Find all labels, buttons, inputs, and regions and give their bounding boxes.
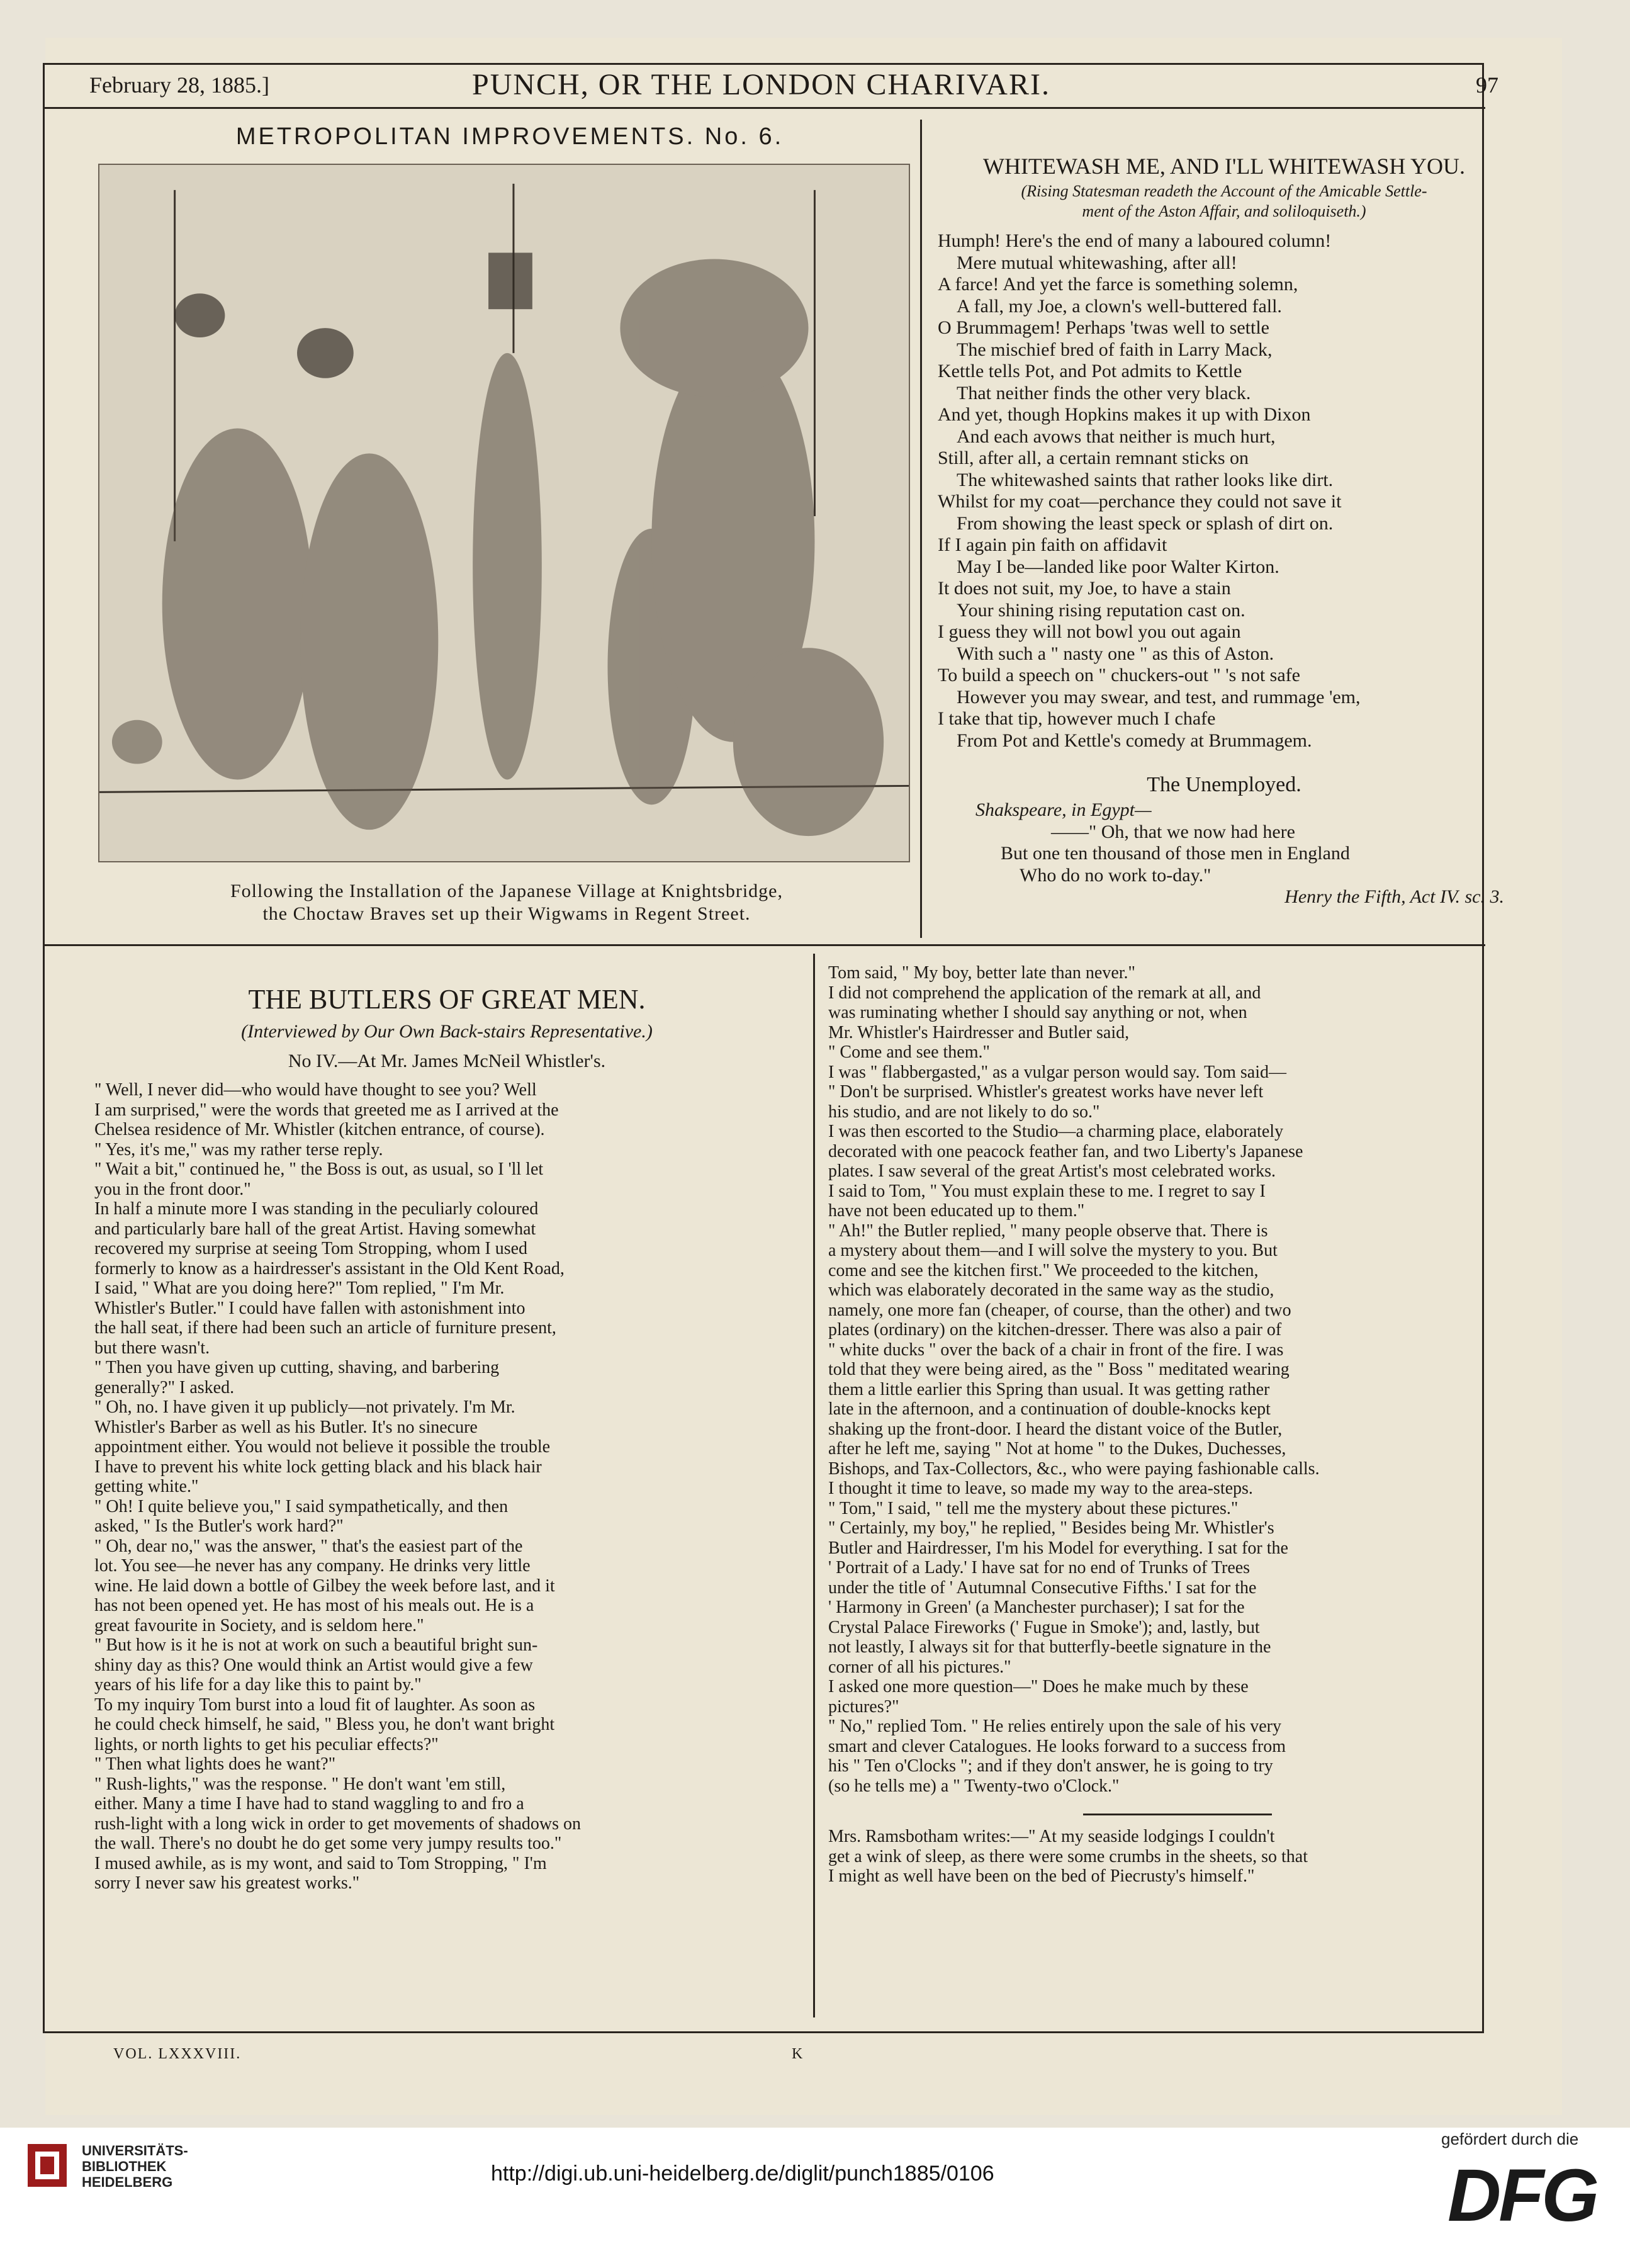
article-line: appointment either. You would not believe it possible the trouble: [94, 1437, 551, 1457]
poem-lines: [938, 230, 1510, 752]
unemployed-source: Shakspeare, in Egypt—: [975, 799, 1152, 820]
article-line: not leastly, I always sit for that butterfly-beetle signature in the: [828, 1637, 1271, 1657]
article-line: sorry I never saw his greatest works.": [94, 1873, 360, 1893]
article-line: his " Ten o'Clocks "; and if they don't answer, he is going to try: [828, 1756, 1273, 1776]
unemployed-attribution: Henry the Fifth, Act IV. sc. 3.: [1284, 886, 1504, 907]
poem-line: The mischief bred of faith in Larry Mack,: [957, 339, 1273, 360]
poem-line: Whilst for my coat—perchance they could not save it: [938, 491, 1342, 512]
poem-line: Still, after all, a certain remnant sticks on: [938, 448, 1249, 468]
article-line: " Then what lights does he want?": [94, 1754, 336, 1774]
volume-mark: VOL. LXXXVIII.: [113, 2046, 242, 2062]
article-line: the hall seat, if there had been such an article of furniture present,: [94, 1318, 556, 1338]
article-line: told that they were being aired, as the " Boss " meditated wearing: [828, 1360, 1290, 1379]
unemployed-line: But one ten thousand of those men in England: [1001, 843, 1350, 864]
article-line: namely, one more fan (cheaper, of course, than the other) and two: [828, 1300, 1291, 1320]
article-line: come and see the kitchen first." We proceeded to the kitchen,: [828, 1260, 1259, 1280]
article-line: I did not comprehend the application of the remark at all, and: [828, 983, 1261, 1003]
article-line: but there wasn't.: [94, 1338, 210, 1358]
poem-line: Humph! Here's the end of many a laboured column!: [938, 230, 1332, 251]
poem-line: A farce! And yet the farce is something solemn,: [938, 274, 1298, 295]
article-line: was ruminating whether I should say anything or not, when: [828, 1003, 1247, 1022]
poem-line: If I again pin faith on affidavit: [938, 534, 1167, 555]
article-line: I was " flabbergasted," as a vulgar person would say. Tom said—: [828, 1062, 1286, 1082]
poem-line: It does not suit, my Joe, to have a stain: [938, 578, 1231, 599]
poem-line: Your shining rising reputation cast on.: [957, 599, 1245, 621]
article-line: has not been opened yet. He has most of his meals out. He is a: [94, 1596, 534, 1615]
poem-line: May I be—landed like poor Walter Kirton.: [957, 556, 1279, 577]
funder-label: gefördert durch die: [1441, 2130, 1579, 2148]
article-line: shiny day as this? One would think an Artist would give a few: [94, 1655, 533, 1675]
article-left-column: [94, 982, 799, 1893]
article-line: I thought it time to leave, so made my way to the area-steps.: [828, 1479, 1253, 1498]
article-title: THE BUTLERS OF GREAT MEN.: [248, 984, 646, 1015]
article-line: lights, or north lights to get his peculiar effects?": [94, 1734, 439, 1754]
article-line: them a little earlier this Spring than usual. It was getting rather: [828, 1379, 1270, 1399]
section-rule: [44, 944, 1485, 946]
article-line: Crystal Palace Fireworks (' Fugue in Smoke'); and, lastly, but: [828, 1617, 1260, 1637]
signature-mark: K: [792, 2046, 803, 2062]
ramsbotham-paragraph: [828, 1827, 1527, 1887]
article-line: pictures?": [828, 1696, 899, 1717]
poem-line: However you may swear, and test, and rummage 'em,: [957, 686, 1361, 708]
poem-line: From Pot and Kettle's comedy at Brummagem.: [957, 730, 1312, 751]
library-name: [82, 2143, 188, 2190]
article-line: I have to prevent his white lock getting black and his black hair: [94, 1457, 542, 1477]
article-line: shaking up the front-door. I heard the distant voice of the Butler,: [828, 1419, 1283, 1439]
article-line: under the title of ' Autumnal Consecutive Fifths.' I sat for the: [828, 1577, 1257, 1598]
page-number: 97: [1476, 72, 1498, 98]
column-rule-top: [920, 120, 922, 938]
article-line: " Come and see them.": [828, 1042, 990, 1062]
article-line: Chelsea residence of Mr. Whistler (kitchen entrance, of course).: [94, 1120, 545, 1139]
article-line: Mr. Whistler's Hairdresser and Butler said,: [828, 1022, 1130, 1042]
header-rule: [44, 107, 1485, 109]
poem-line: And yet, though Hopkins makes it up with Dixon: [938, 404, 1311, 425]
article-line: you in the front door.": [94, 1179, 251, 1199]
article-line: " Yes, it's me," was my rather terse reply.: [94, 1139, 383, 1159]
article-line: plates. I saw several of the great Artist's most celebrated works.: [828, 1161, 1276, 1181]
article-line: " But how is it he is not at work on such a beautiful bright sun-: [94, 1635, 538, 1655]
ramsbotham-line: Mrs. Ramsbotham writes:—" At my seaside lodgings I couldn't: [828, 1827, 1275, 1846]
article-line: I was then escorted to the Studio—a charming place, elaborately: [828, 1122, 1284, 1141]
poem-line: That neither finds the other very black.: [957, 382, 1251, 403]
poem-subtitle-line: (Rising Statesman readeth the Account of the Amicable Settle-: [1021, 182, 1427, 200]
article-line: have not been educated up to them.": [828, 1201, 1085, 1221]
poem-line: With such a " nasty one " as this of Aston.: [957, 643, 1274, 664]
article-line: lot. You see—he never has any company. He drinks very little: [94, 1556, 531, 1576]
cartoon-caption: [82, 880, 931, 925]
poem-column: [938, 154, 1510, 908]
article-line: Tom said, " My boy, better late than never.": [828, 963, 1135, 983]
article-line: ' Harmony in Green' (a Manchester purchaser); I sat for the: [828, 1598, 1245, 1617]
article-line: " Tom," I said, " tell me the mystery about these pictures.": [828, 1498, 1239, 1518]
funder-logo: DFG: [1447, 2154, 1597, 2237]
poem-line: To build a speech on " chuckers-out " 's not safe: [938, 665, 1300, 685]
article-line: Butler and Hairdresser, I'm his Model for everything. I sat for the: [828, 1538, 1288, 1558]
article-line: " No," replied Tom. " He relies entirely upon the sale of his very: [828, 1717, 1281, 1736]
article-line: I asked one more question—" Does he make much by these: [828, 1677, 1249, 1696]
unemployed-line: ——" Oh, that we now had here: [1051, 821, 1295, 842]
article-line: great favourite in Society, and is seldom here.": [94, 1615, 424, 1635]
article-line: after he left me, saying " Not at home " to the Dukes, Duchesses,: [828, 1439, 1286, 1458]
article-line: " Oh, no. I have given it up publicly—not privately. I'm Mr.: [94, 1397, 515, 1417]
article-line: " white ducks " over the back of a chair in front of the fire. I was: [828, 1340, 1284, 1360]
poem-line: From showing the least speck or splash of dirt on.: [957, 512, 1334, 534]
article-line: I said, " What are you doing here?" Tom replied, " I'm Mr.: [94, 1278, 505, 1298]
article-line: In half a minute more I was standing in the peculiarly coloured: [94, 1199, 539, 1219]
article-line: Whistler's Barber as well as his Butler. It's no sinecure: [94, 1417, 478, 1437]
library-name-line: UNIVERSITÄTS-: [82, 2143, 188, 2158]
article-line: I said to Tom, " You must explain these to me. I regret to say I: [828, 1181, 1266, 1201]
article-line: the wall. There's no doubt he do get some very jumpy results too.": [94, 1834, 562, 1853]
article-right-text: [828, 963, 1527, 1796]
article-line: ' Portrait of a Lady.' I have sat for no end of Trunks of Trees: [828, 1558, 1251, 1577]
article-line: a mystery about them—and I will solve the mystery to you. But: [828, 1241, 1278, 1260]
article-line: I am surprised," were the words that greeted me as I arrived at the: [94, 1100, 559, 1120]
article-right-column: [828, 963, 1527, 1887]
article-line: (so he tells me) a " Twenty-two o'Clock.": [828, 1776, 1120, 1796]
article-line: asked, " Is the Butler's work hard?": [94, 1516, 344, 1536]
article-line: late in the afternoon, and a continuation of double-knocks kept: [828, 1399, 1271, 1419]
article-line: Bishops, and Tax-Collectors, &c., who were paying fashionable calls.: [828, 1458, 1320, 1479]
article-line: getting white.": [94, 1477, 199, 1496]
article-line: formerly to know as a hairdresser's assistant in the Old Kent Road,: [94, 1258, 565, 1278]
article-line: his studio, and are not likely to do so.": [828, 1102, 1100, 1122]
ramsbotham-line: I might as well have been on the bed of Piecrusty's himself.": [828, 1866, 1255, 1886]
article-line: " Rush-lights," was the response. " He don't want 'em still,: [94, 1774, 506, 1794]
article-line: " Oh! I quite believe you," I said sympathetically, and then: [94, 1496, 509, 1516]
article-section-heading: No IV.—At Mr. James McNeil Whistler's.: [288, 1051, 606, 1071]
short-rule: [1083, 1814, 1272, 1815]
library-name-line: BIBLIOTHEK: [82, 2158, 167, 2174]
unemployed-line: Who do no work to-day.": [1020, 864, 1211, 886]
article-line: " Well, I never did—who would have thought to see you? Well: [94, 1080, 537, 1100]
library-seal-icon: [25, 2141, 69, 2189]
poem-line: And each avows that neither is much hurt,: [957, 426, 1276, 447]
poem-line: Mere mutual whitewashing, after all!: [957, 252, 1237, 273]
article-line: which was elaborately decorated in the same way as the studio,: [828, 1280, 1274, 1300]
cartoon-illustration: [98, 164, 910, 862]
poem-line: O Brummagem! Perhaps 'twas well to settle: [938, 317, 1269, 338]
poem-line: I guess they will not bowl you out again: [938, 621, 1241, 642]
cartoon-heading: METROPOLITAN IMPROVEMENTS. No. 6.: [235, 123, 784, 150]
article-line: " Certainly, my boy," he replied, " Besides being Mr. Whistler's: [828, 1518, 1274, 1538]
article-line: and particularly bare hall of the great Artist. Having somewhat: [94, 1219, 536, 1239]
article-line: smart and clever Catalogues. He looks forward to a success from: [828, 1736, 1286, 1756]
article-line: " Then you have given up cutting, shaving, and barbering: [94, 1358, 500, 1377]
article-line: To my inquiry Tom burst into a loud fit of laughter. As soon as: [94, 1695, 536, 1715]
article-line: plates (ordinary) on the kitchen-dresser. There was also a pair of: [828, 1320, 1282, 1340]
article-line: " Oh, dear no," was the answer, " that's the easiest part of the: [94, 1536, 523, 1556]
poem-line: Kettle tells Pot, and Pot admits to Kettle: [938, 361, 1242, 381]
poem-line: The whitewashed saints that rather looks like dirt.: [957, 469, 1334, 490]
article-line: I mused awhile, as is my wont, and said to Tom Stropping, " I'm: [94, 1853, 547, 1873]
caption-line: the Choctaw Braves set up their Wigwams in Regent Street.: [262, 903, 751, 924]
article-subtitle: (Interviewed by Our Own Back-stairs Representative.): [241, 1021, 653, 1042]
article-line: either. Many a time I have had to stand waggling to and fro a: [94, 1794, 524, 1814]
poem-title: WHITEWASH ME, AND I'LL WHITEWASH YOU.: [982, 154, 1466, 179]
article-line: years of his life for a day like this to paint by.": [94, 1675, 422, 1695]
ramsbotham-line: get a wink of sleep, as there were some crumbs in the sheets, so that: [828, 1846, 1308, 1866]
article-line: rush-light with a long wick in order to get movements of shadows on: [94, 1814, 581, 1834]
poem-subtitle-line: ment of the Aston Affair, and soliloquiseth.): [1082, 202, 1366, 220]
article-line: " Don't be surprised. Whistler's greatest works have never left: [828, 1082, 1264, 1102]
column-rule-bottom: [813, 954, 815, 2017]
permalink[interactable]: http://digi.ub.uni-heidelberg.de/diglit/punch1885/0106: [491, 2162, 994, 2186]
poem-line: A fall, my Joe, a clown's well-buttered fall.: [957, 295, 1282, 317]
masthead-title: PUNCH, OR THE LONDON CHARIVARI.: [472, 68, 1050, 101]
library-name-line: HEIDELBERG: [82, 2174, 173, 2190]
issue-date: February 28, 1885.]: [89, 72, 269, 98]
library-footer: [0, 2128, 1630, 2268]
article-line: Whistler's Butler." I could have fallen with astonishment into: [94, 1298, 526, 1318]
unemployed-title: The Unemployed.: [1147, 773, 1301, 796]
article-line: " Ah!" the Butler replied, " many people observe that. There is: [828, 1221, 1268, 1241]
article-line: recovered my surprise at seeing Tom Stropping, whom I used: [94, 1239, 528, 1258]
article-line: generally?" I asked.: [94, 1377, 235, 1397]
article-left-text: [94, 1080, 799, 1893]
article-line: " Wait a bit," continued he, " the Boss is out, as usual, so I 'll let: [94, 1159, 544, 1179]
article-line: wine. He laid down a bottle of Gilbey the week before last, and it: [94, 1576, 555, 1596]
caption-line: Following the Installation of the Japanese Village at Knightsbridge,: [230, 881, 783, 901]
article-line: he could check himself, he said, " Bless you, he don't want bright: [94, 1715, 555, 1734]
article-line: decorated with one peacock feather fan, and two Liberty's Japanese: [828, 1141, 1303, 1161]
poem-line: I take that tip, however much I chafe: [938, 708, 1216, 729]
article-line: corner of all his pictures.": [828, 1657, 1011, 1677]
